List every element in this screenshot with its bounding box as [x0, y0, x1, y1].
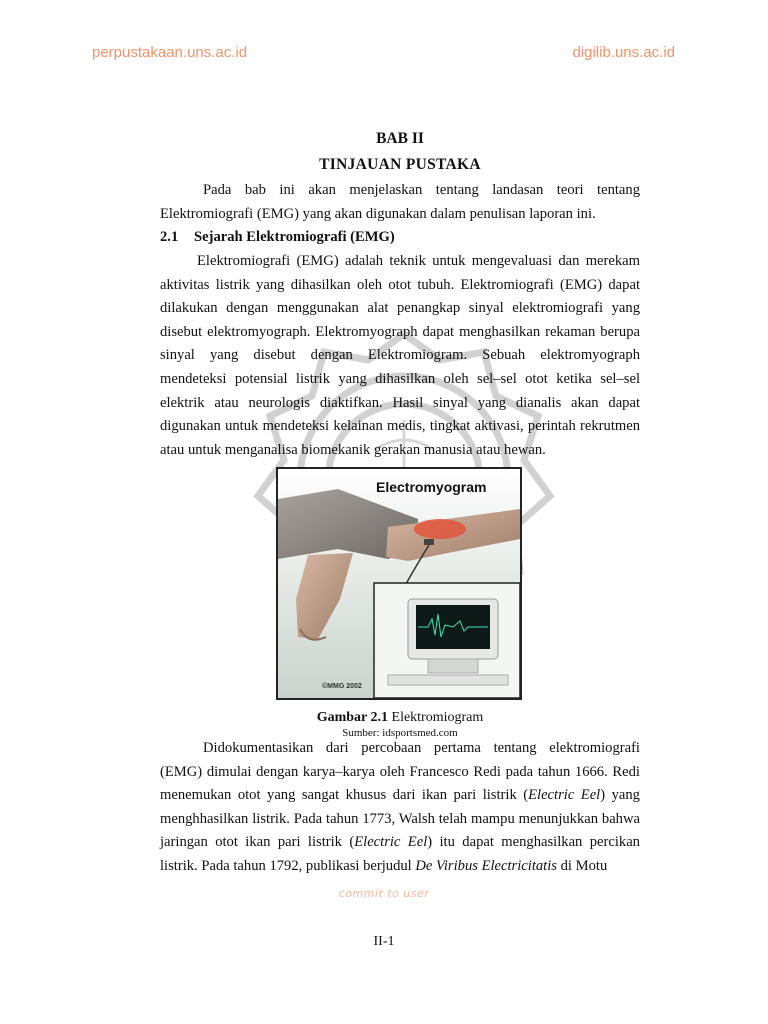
- section-paragraph: Elektromiografi (EMG) adalah teknik untuk mengevaluasi dan merekam aktivitas listrik yang dihasilkan oleh otot tubuh. Elektromiografi (EMG) dapat dilakukan dengan menggunakan alat penangkap sinyal elektromiografi yang disebut elektromyograph. Elektromyograph dapat menghasilkan rekaman berupa sinyal yang disebut dengan Elektromiogram. Sebuah elektromyograph mendeteksi potensial listrik yang dihasilkan oleh sel–sel otot ketika sel–sel elektrik atau neurologis diaktifkan. Hasil sinyal yang dianalis akan dapat digunakan untuk mendeteksi kelainan medis, tingkat aktivasi, perintah rekrutmen atau untuk menganalisa biomekanik gerakan manusia atau hewan.: [160, 253, 640, 458]
- history-italic-3: De Viribus Electricitatis: [415, 857, 557, 874]
- intro-paragraph: Pada bab ini akan menjelaskan tentang landasan teori tentang Elektromiografi (EMG) yang akan digunakan dalam penulisan laporan ini.: [160, 182, 640, 222]
- history-text-1: Didokumentasikan dari percobaan pertama tentang elektromiografi (EMG) dimulai dengan karya–karya oleh Francesco Redi pada tahun 1666. Redi menemukan otot yang sangat khusus dari ikan pari listrik (: [160, 740, 640, 804]
- footer-watermark: commit to user: [338, 887, 430, 900]
- chapter-title: TINJAUAN PUSTAKA: [319, 156, 481, 173]
- section-title: Sejarah Elektromiografi (EMG): [194, 229, 395, 245]
- figure-caption-text: Elektromiogram: [391, 710, 484, 725]
- header-site-right: digilib.uns.ac.id: [572, 44, 675, 61]
- page-number: II-1: [373, 934, 395, 949]
- header-site-left: perpustakaan.uns.ac.id: [92, 44, 248, 61]
- history-text-3: ) itu dapat menghasilkan percikan listrik. Pada tahun 1792, publikasi berjudul: [160, 834, 640, 874]
- figure-image-title: Electromyogram: [376, 479, 487, 495]
- history-paragraph: [160, 737, 640, 879]
- emg-illustration: [278, 469, 520, 698]
- history-italic-1: Electric Eel: [528, 787, 601, 804]
- figure-image-credit: ©MMG 2002: [322, 683, 362, 690]
- chapter-number: BAB II: [376, 130, 424, 147]
- section-heading: [160, 229, 395, 246]
- figure-source: Sumber: idsportsmed.com: [342, 727, 458, 739]
- electromyogram-figure: [276, 467, 522, 700]
- history-text-2: ) yang menghhasilkan listrik. Pada tahun 1773, Walsh telah mampu menunjukkan bahwa jaringan otot ikan pari listrik (: [160, 787, 640, 851]
- history-italic-2: Electric Eel: [354, 834, 428, 851]
- figure-caption-label: Gambar 2.1: [316, 710, 389, 725]
- section-number: 2.1: [160, 229, 179, 245]
- figure-caption: [160, 710, 640, 726]
- history-text-4: di Motu: [556, 857, 608, 874]
